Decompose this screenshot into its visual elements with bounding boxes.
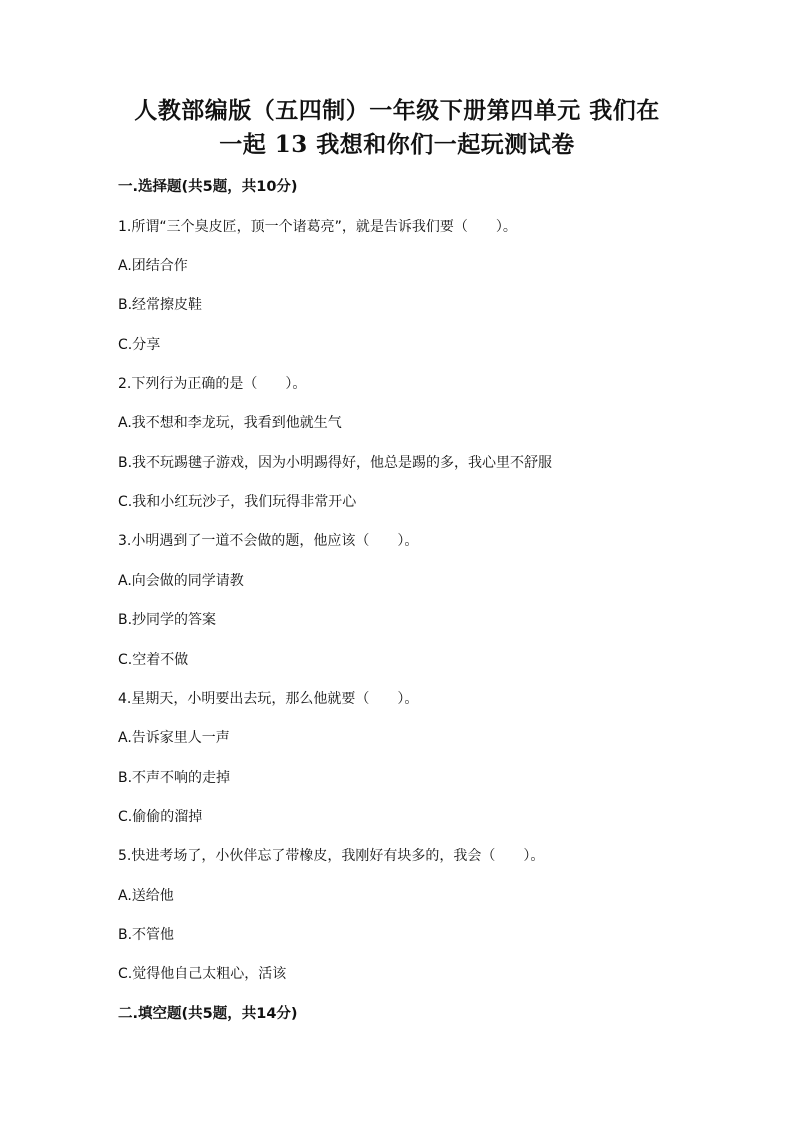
question-option: A.送给他: [118, 888, 174, 904]
question-stem: 4.星期天，小明要出去玩，那么他就要（ ）。: [118, 691, 419, 707]
question-option: C.我和小红玩沙子，我们玩得非常开心: [118, 494, 357, 510]
question-stem: 5.快进考场了，小伙伴忘了带橡皮，我刚好有块多的，我会（ ）。: [118, 848, 545, 864]
question-option: A.我不想和李龙玩，我看到他就生气: [118, 415, 342, 431]
question-option: B.不管他: [118, 927, 175, 943]
question-stem: 2.下列行为正确的是（ ）。: [118, 376, 307, 392]
question-option: A.告诉家里人一声: [118, 730, 230, 746]
question-option: C.分享: [118, 337, 161, 353]
question-option: B.经常擦皮鞋: [118, 297, 203, 313]
question-option: A.团结合作: [118, 258, 188, 274]
exam-title-line-1: 人教部编版（五四制）一年级下册第四单元 我们在: [134, 97, 660, 124]
section-heading-multiple-choice: 一.选择题(共5题，共10分): [118, 179, 298, 195]
question-stem: 3.小明遇到了一道不会做的题，他应该（ ）。: [118, 533, 419, 549]
question-option: B.我不玩踢毽子游戏，因为小明踢得好，他总是踢的多，我心里不舒服: [118, 455, 553, 471]
section-heading-fill-in-blank: 二.填空题(共5题，共14分): [118, 1006, 298, 1022]
exam-title-line-2: 一起 13 我想和你们一起玩测试卷: [219, 131, 575, 158]
question-option: B.不声不响的走掉: [118, 770, 231, 786]
question-option: A.向会做的同学请教: [118, 573, 244, 589]
question-option: C.偷偷的溜掉: [118, 809, 203, 825]
question-option: B.抄同学的答案: [118, 612, 217, 628]
question-option: C.觉得他自己太粗心，活该: [118, 966, 287, 982]
question-option: C.空着不做: [118, 652, 189, 668]
question-stem: 1.所谓“三个臭皮匠，顶一个诸葛亮”，就是告诉我们要（ ）。: [118, 219, 517, 235]
